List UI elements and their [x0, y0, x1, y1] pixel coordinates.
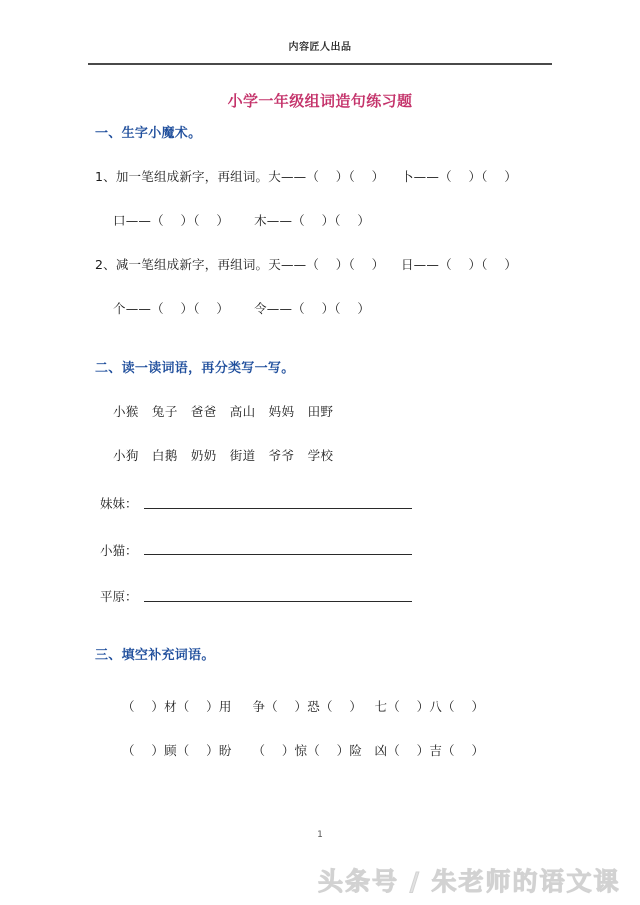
section-heading-3: 三、填空补充词语。: [95, 647, 215, 663]
answer-blank-row: [100, 591, 640, 604]
fill-in-row: （ ）顾（ ）盼 （ ）惊（ ）险 凶（ ）吉（ ）: [122, 742, 485, 758]
word-bank-row: 小猴 兔子 爸爸 高山 妈妈 田野: [113, 404, 334, 419]
answer-blank-label: 妹妹：: [100, 496, 138, 511]
answer-blank-row: [100, 542, 640, 558]
publisher-mark: 内容匠人出品: [288, 42, 352, 53]
answer-blank-row: [100, 498, 640, 511]
exercise-line: 1、加一笔组成新字，再组词。大——（ ）（ ） 卜——（ ）（ ）: [95, 169, 518, 184]
header-divider: [88, 63, 552, 65]
section-heading-1: 一、生字小魔术。: [95, 126, 202, 141]
worksheet-body: [0, 122, 640, 759]
word-bank-row: 小狗 白鹅 奶奶 街道 爷爷 学校: [113, 448, 334, 463]
page-number: 1: [317, 830, 323, 840]
exercise-line: 口——（ ）（ ） 木——（ ）（ ）: [113, 213, 371, 228]
answer-blank-line[interactable]: [144, 601, 412, 602]
answer-blank-line[interactable]: [144, 554, 412, 555]
fill-in-row: （ ）材（ ）用 争（ ）恐（ ） 七（ ）八（ ）: [122, 698, 485, 714]
watermark: 头条号 / 朱老师的语文课: [318, 867, 621, 896]
answer-blank-label: 平原：: [100, 589, 138, 604]
section-heading-2: 二、读一读词语，再分类写一写。: [95, 361, 295, 376]
answer-blank-line[interactable]: [144, 508, 412, 509]
answer-blank-label: 小猫：: [100, 542, 138, 558]
page-title: 小学一年级组词造句练习题: [227, 92, 413, 111]
exercise-line: 个——（ ）（ ） 令——（ ）（ ）: [113, 301, 371, 316]
exercise-line: 2、减一笔组成新字，再组词。天——（ ）（ ） 日——（ ）（ ）: [95, 257, 518, 272]
